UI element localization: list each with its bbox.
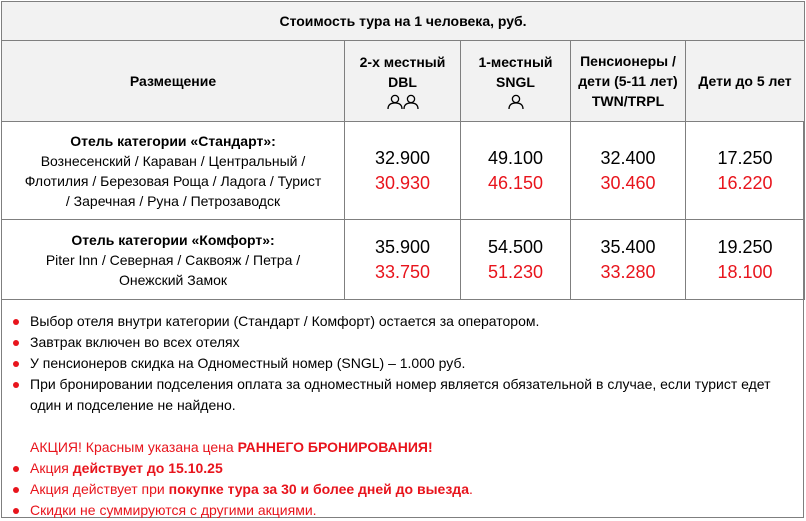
list-item [10, 479, 800, 500]
promo-text: . [468, 481, 473, 497]
promo-text: Акция действует при [30, 481, 169, 497]
price-early-booking: 30.460 [600, 172, 656, 193]
promo-date: действует до 15.10.25 [72, 460, 223, 476]
header-dbl [345, 41, 461, 122]
price-dbl [345, 122, 461, 220]
price-regular: 17.250 [717, 147, 773, 168]
price-early-booking: 30.930 [374, 172, 431, 193]
notes-section [10, 311, 800, 521]
header-dbl-line2: DBL [388, 74, 417, 90]
header-pens-line3: TWN/TRPL [591, 93, 665, 109]
header-pens-line1: Пенсионеры / [580, 53, 676, 69]
promo-text: Акция [30, 460, 73, 476]
table-row [2, 220, 805, 300]
price-regular: 35.400 [600, 236, 656, 257]
price-sngl [461, 220, 571, 300]
price-regular: 32.400 [600, 147, 656, 168]
hotel-list-line: Вознесенский / Караван / Центральный / [40, 152, 306, 169]
promo-prefix: АКЦИЯ! Красным указана цена [30, 439, 238, 455]
list-item [10, 458, 800, 479]
price-early-booking: 46.150 [487, 172, 544, 193]
header-dbl-line1: 2-х местный [359, 54, 446, 70]
hotel-list-line: Piter Inn / Северная / Саквояж / Петра / [45, 251, 301, 268]
header-placement: Размещение [2, 41, 345, 122]
hotel-cell-standard [2, 122, 345, 220]
price-early-booking: 33.280 [600, 261, 656, 282]
price-early-booking: 16.220 [717, 172, 773, 193]
header-pensioners [571, 41, 686, 122]
price-regular: 35.900 [374, 236, 431, 257]
list-item: У пенсионеров скидка на Одноместный номер (SNGL) – 1.000 руб. [10, 353, 800, 374]
price-table [1, 1, 805, 300]
promo-heading [10, 437, 800, 458]
hotel-category-title: Отель категории «Комфорт»: [71, 231, 275, 248]
price-pensioners [571, 122, 686, 220]
price-kids [686, 220, 805, 300]
hotel-category-title: Отель категории «Стандарт»: [70, 132, 276, 149]
price-early-booking: 33.750 [374, 261, 431, 282]
hotel-list-line: / Заречная / Руна / Петрозаводск [65, 192, 281, 209]
promo-text: Скидки не суммируются с другими акциями. [30, 502, 317, 518]
price-regular: 19.250 [717, 236, 773, 257]
hotel-list-line: Онежский Замок [118, 271, 228, 288]
list-item: При бронировании подселения оплата за одноместный номер является обязательной в случае, если турист едет один и подселение не найдено. [10, 374, 800, 416]
list-item [10, 500, 800, 521]
price-sngl [461, 122, 571, 220]
header-pens-line2: дети (5-11 лет) [578, 73, 678, 89]
price-regular: 49.100 [487, 147, 544, 168]
promo-condition: покупке тура за 30 и более дней до выезда [168, 481, 469, 497]
header-kids: Дети до 5 лет [686, 41, 805, 122]
header-sngl [461, 41, 571, 122]
price-pensioners [571, 220, 686, 300]
notes-list [10, 311, 800, 416]
price-regular: 54.500 [487, 236, 544, 257]
table-caption: Стоимость тура на 1 человека, руб. [2, 2, 805, 41]
table-row [2, 122, 805, 220]
hotel-list-line: Флотилия / Березовая Роща / Ладога / Турист [24, 172, 322, 189]
header-row [2, 41, 805, 122]
price-early-booking: 51.230 [487, 261, 544, 282]
hotel-cell-comfort [2, 220, 345, 300]
price-early-booking: 18.100 [717, 261, 773, 282]
header-sngl-line1: 1-местный [478, 54, 553, 70]
promo-list [10, 458, 800, 521]
promo-bold: РАННЕГО БРОНИРОВАНИЯ! [237, 439, 433, 455]
price-kids [686, 122, 805, 220]
two-persons-icon [345, 92, 460, 110]
list-item: Завтрак включен во всех отелях [10, 332, 800, 353]
list-item: Выбор отеля внутри категории (Стандарт / Комфорт) остается за оператором. [10, 311, 800, 332]
price-dbl [345, 220, 461, 300]
price-regular: 32.900 [374, 147, 431, 168]
person-icon [461, 92, 570, 110]
header-sngl-line2: SNGL [496, 74, 535, 90]
